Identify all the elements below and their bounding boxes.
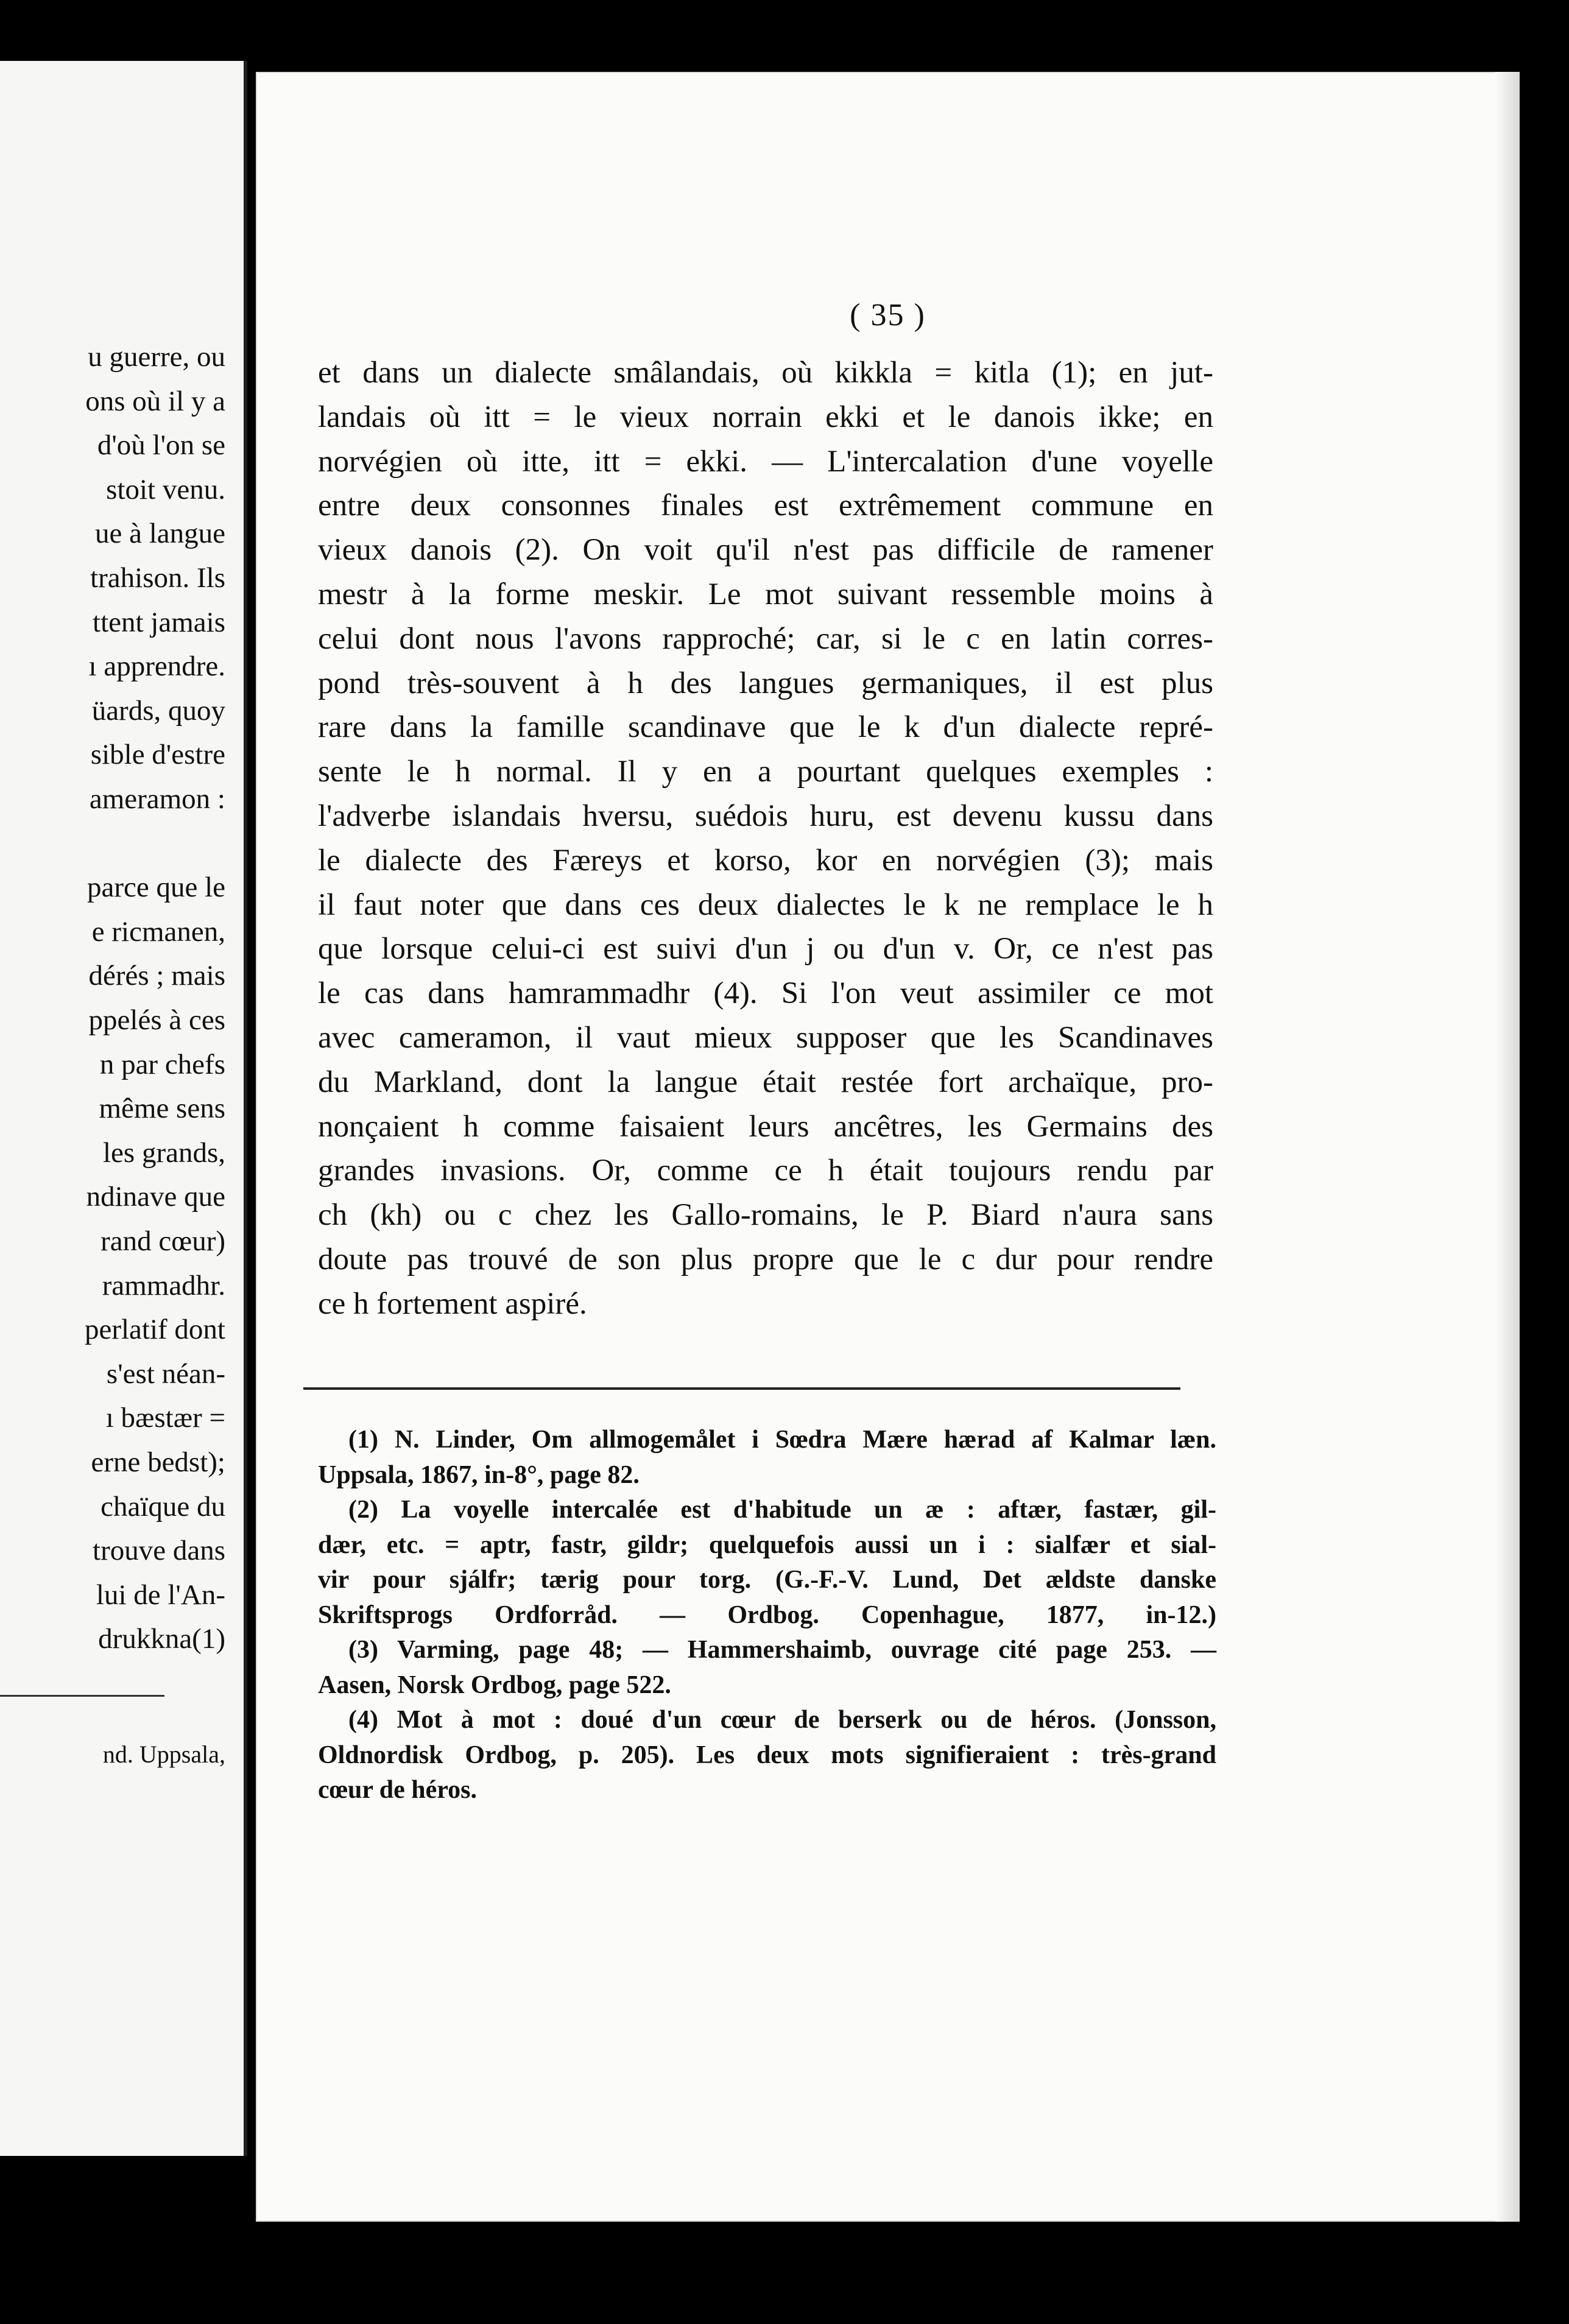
body-line: landais où itt = le vieux norrain ekki et le danois ikke; en [318,400,1213,434]
left-page-line: e ricmanen, [91,915,225,948]
left-page-line: n par chefs [99,1048,225,1080]
left-page-line: ons où il y a [85,385,225,417]
left-page-line: chaïque du [100,1490,225,1523]
left-page-line: ttent jamais [93,606,225,638]
body-line: sente le h normal. Il y en a pourtant quelques exemples : [318,755,1213,789]
book-page [256,72,1520,2222]
previous-page-fragment [0,61,247,2156]
left-page-line: dérés ; mais [88,960,225,992]
footnote-line: (2) La voyelle intercalée est d'habitude un æ : aftær, fastær, gil- [348,1496,1216,1524]
footnote-line: dær, etc. = aptr, fastr, gildr; quelquefois aussi un i : sialfær et sial- [318,1530,1216,1559]
left-page-line: ppelés à ces [88,1004,225,1036]
body-line: du Markland, dont la langue était restée fort archaïque, pro- [318,1065,1213,1099]
body-line: que lorsque celui-ci est suivi d'un j ou d'un v. Or, ce n'est pas [318,932,1213,967]
body-line: nonçaient h comme faisaient leurs ancêtres, les Germains des [318,1109,1213,1144]
footnote-line: Uppsala, 1867, in-8°, page 82. [318,1460,640,1489]
left-page-line: ndinave que [86,1181,225,1213]
left-page-line: drukkna(1) [98,1623,225,1655]
footnote-line: (4) Mot à mot : doué d'un cœur de berserk ou de héros. (Jonsson, [348,1706,1216,1734]
left-page-line: même sens [99,1093,225,1125]
left-page-line: ameramon : [89,783,225,815]
footnote-line: (3) Varming, page 48; — Hammershaimb, ouvrage cité page 253. — [348,1636,1216,1664]
body-line: grandes invasions. Or, comme ce h était toujours rendu par [318,1153,1213,1188]
left-page-line: rammadhr. [102,1269,225,1301]
body-line: doute pas trouvé de son plus propre que le c dur pour rendre [318,1242,1213,1276]
footnote-line: vir pour sjálfr; tærig pour torg. (G.-F.-V. Lund, Det ældste danske [318,1566,1216,1594]
body-line: et dans un dialecte smâlandais, où kikkla = kitla (1); en jut- [318,356,1213,390]
body-line: rare dans la famille scandinave que le k d'un dialecte repré- [318,710,1213,745]
body-line: avec cameramon, il vaut mieux supposer que les Scandinaves [318,1020,1213,1055]
left-page-line: s'est néan- [106,1357,225,1390]
left-page-line: üards, quoy [91,694,225,727]
left-page-line: d'où l'on se [97,429,225,462]
body-line: vieux danois (2). On voit qu'il n'est pas difficile de ramener [318,533,1213,568]
body-line: norvégien où itte, itt = ekki. — L'intercalation d'une voyelle [318,444,1213,479]
left-page-line: u guerre, ou [88,341,225,373]
body-line: il faut noter que dans ces deux dialectes le k ne remplace le h [318,887,1213,922]
body-line: l'adverbe islandais hversu, suédois huru, est devenu kussu dans [318,798,1213,833]
footnote-line: Aasen, Norsk Ordbog, page 522. [318,1671,671,1699]
left-page-line: sible d'estre [90,739,225,771]
left-page-line: erne bedst); [91,1446,225,1478]
left-page-line: les grands, [102,1136,225,1169]
left-page-line: perlatif dont [84,1314,225,1346]
left-page-line: ı apprendre. [88,650,225,683]
left-page-line: ı bæstær = [105,1402,225,1434]
body-line: le dialecte des Færeys et korso, kor en norvégien (3); mais [318,843,1213,878]
body-text [318,351,1213,1326]
footnote-line: Skriftsprogs Ordforråd. — Ordbog. Copenhague, 1877, in-12.) [318,1600,1216,1629]
body-line: celui dont nous l'avons rapproché; car, si le c en latin corres- [318,621,1213,656]
left-page-line: trouve dans [93,1535,225,1567]
left-page-line: trahison. Ils [90,562,225,594]
body-line: mestr à la forme meskir. Le mot suivant ressemble moins à [318,577,1213,611]
footnote-line: cœur de héros. [318,1776,477,1804]
left-page-line: lui de l'An- [96,1579,225,1611]
left-page-line: parce que le [86,872,225,904]
page-edge [1495,72,1520,2222]
left-page-line: stoit venu. [106,473,225,505]
left-page-footnote: nd. Uppsala, [102,1741,225,1768]
footnotes [318,1423,1216,1808]
body-line: pond très-souvent à h des langues germaniques, il est plus [318,666,1213,700]
left-page-line: ue à langue [94,518,225,550]
page-number: ( 35 ) [850,298,926,333]
body-line: entre deux consonnes finales est extrêmement commune en [318,488,1213,523]
body-line: ce h fortement aspiré. [318,1286,587,1321]
footnote-line: (1) N. Linder, Om allmogemålet i Sœdra Mære hærad af Kalmar læn. [348,1426,1216,1454]
body-line: le cas dans hamrammadhr (4). Si l'on veut assimiler ce mot [318,976,1213,1011]
left-page-footnote-rule [0,1695,164,1697]
footnote-line: Oldnordisk Ordbog, p. 205). Les deux mots signifieraient : très-grand [318,1741,1216,1769]
footnote-separator [303,1387,1180,1390]
body-line: ch (kh) ou c chez les Gallo-romains, le P. Biard n'aura sans [318,1198,1213,1233]
left-page-line: rand cœur) [100,1225,225,1257]
